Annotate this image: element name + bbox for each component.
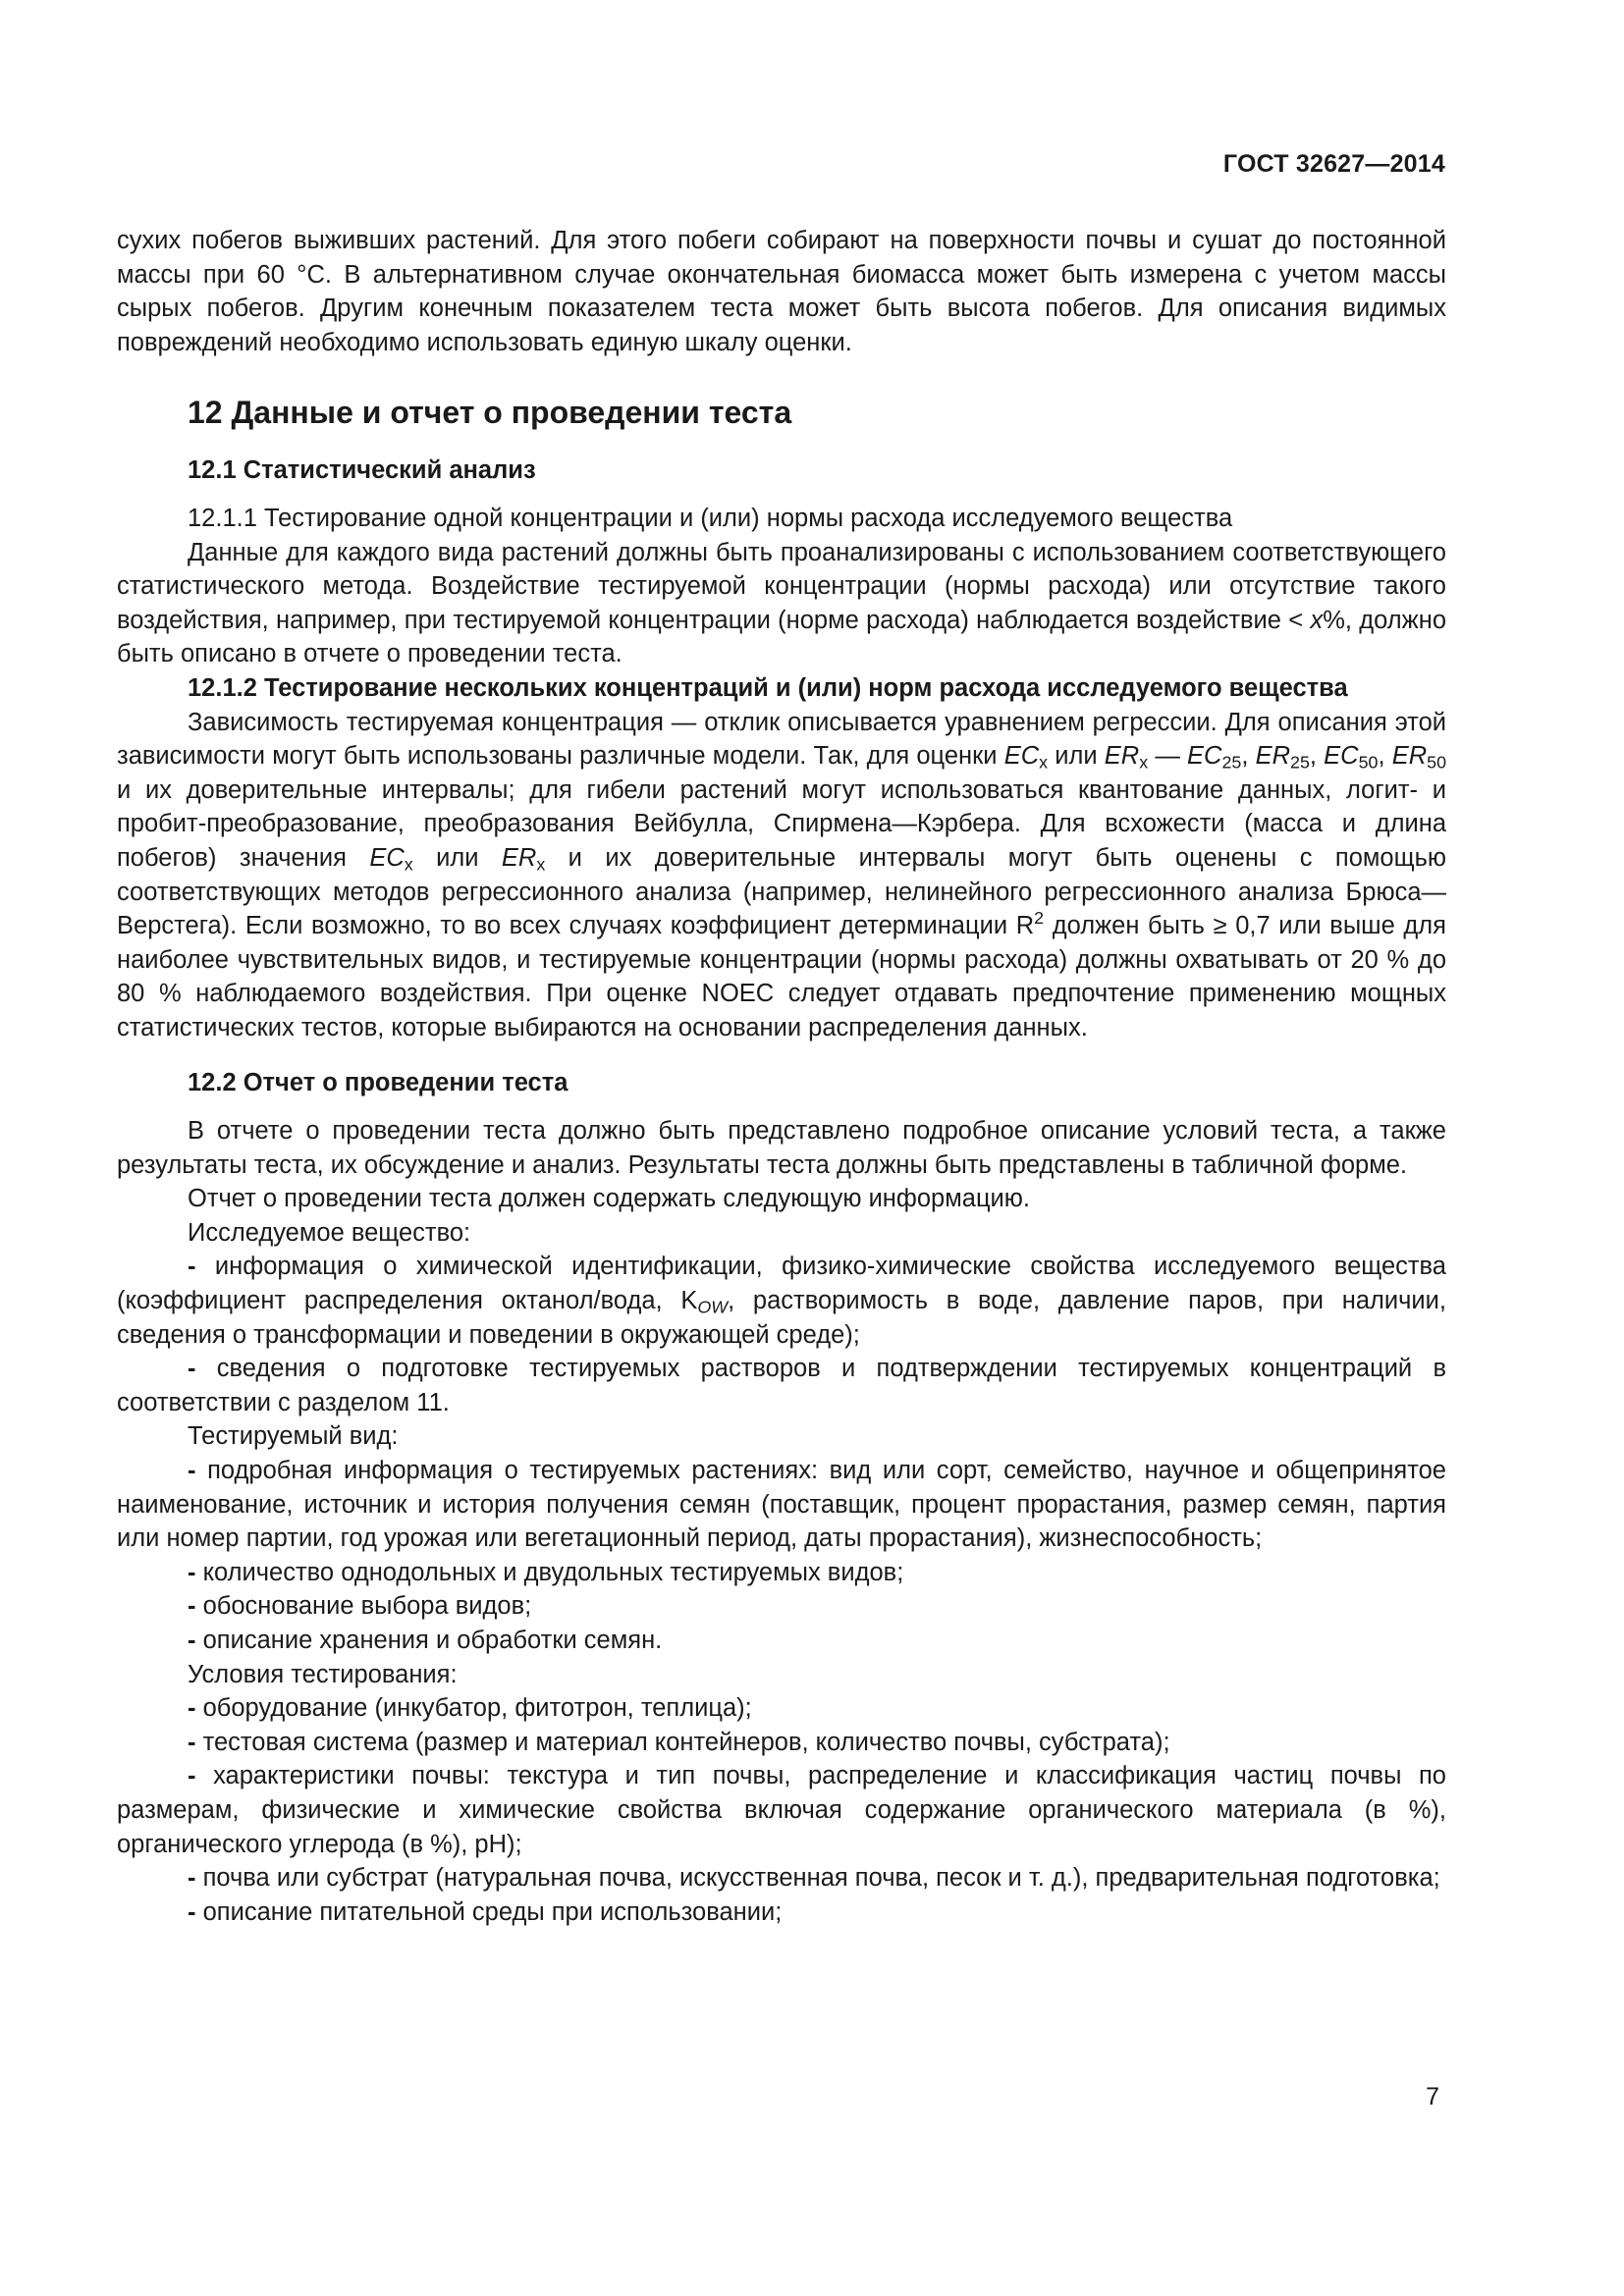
subheading-test-conditions: Условия тестирования: (188, 1660, 458, 1688)
symbol-er: ER (1391, 742, 1428, 771)
dash-marker: - (188, 1762, 196, 1790)
list-item (117, 1896, 1446, 1930)
dash-marker: - (188, 1694, 196, 1723)
text-run: обоснование выбора видов; (195, 1592, 532, 1621)
clause-12-1-1-text (117, 536, 1446, 671)
section-12-heading: 12 Данные и отчет о проведении теста (188, 395, 792, 431)
dash-marker: - (188, 1253, 196, 1281)
symbol-ec: EC (369, 843, 405, 872)
report-paragraph-2: Отчет о проведении теста должен содержать следующую информацию. (188, 1185, 1031, 1213)
list-item (117, 1352, 1446, 1419)
subheading-test-species: Тестируемый вид: (188, 1422, 399, 1451)
text-run: описание хранения и обработки семян. (195, 1626, 663, 1654)
subsection-12-2-heading: 12.2 Отчет о проведении теста (188, 1069, 568, 1097)
clause-12-1-2-heading: 12.1.2 Тестирование нескольких концентраций и (или) норм расхода исследуемого вещества (188, 673, 1348, 702)
document-id-header: ГОСТ 32627—2014 (1222, 150, 1445, 178)
text-run: подробная информация о тестируемых растениях: вид или сорт, семейство, научное и общепринятое наименование, источник и история получения семян (поставщик, процент прорастания, размер семян, партия или номер партии, год урожая или вегетационный период, даты прорастания), жизнеспособность; (117, 1457, 1446, 1553)
symbol-er: ER (501, 843, 537, 872)
text-run: тестовая система (размер и материал контейнеров, количество почвы, субстрата); (195, 1728, 1170, 1756)
text-run: Зависимость тестируемая концентрация — отклик описывается уравнением регрессии. Для описания этой зависимости могут быть использованы различные модели. Так, для оценки (117, 708, 1446, 771)
text-run: , растворимость в воде, давление паров, при наличии, сведения о трансформации и поведении в окружающей среде); (117, 1287, 1446, 1349)
subscript-ow (697, 1297, 728, 1316)
subscript: 50 (1427, 752, 1446, 773)
dash-marker: - (188, 1897, 196, 1926)
list-item (117, 1759, 1446, 1861)
text-run: , (1309, 742, 1325, 771)
text-run: или (1048, 742, 1105, 771)
dash-marker: - (188, 1592, 196, 1621)
text-run: и их доверительные интервалы; для гибели растений могут использоваться квантование данных, логит- и пробит-преобразование, преобразования Вейбулла, Спирмена—Кэрбера. Для всхожести (масса и длина побегов) значения (117, 775, 1446, 872)
subscript: x (1139, 752, 1149, 773)
text-run: информация о химической идентификации, физико-химические свойства исследуемого вещества (коэффициент распределения октанол/вода, K (117, 1253, 1446, 1315)
dash-marker: - (188, 1864, 196, 1893)
list-item (117, 1861, 1446, 1896)
symbol-er: ER (1104, 742, 1140, 771)
subscript-ow-text: OW (697, 1297, 729, 1317)
text-run: сведения о подготовке тестируемых растворов и подтверждении тестируемых концентраций в соответствии с разделом 11. (117, 1355, 1446, 1416)
list-item (117, 1250, 1446, 1352)
dash-marker: - (188, 1355, 196, 1383)
dash-marker: - (188, 1558, 196, 1586)
text-run: , (1241, 742, 1256, 771)
text-run: оборудование (инкубатор, фитотрон, теплица); (195, 1694, 752, 1723)
list-item (117, 1454, 1446, 1556)
subscript: 25 (1290, 752, 1310, 773)
subscript: x (536, 854, 546, 875)
document-body (117, 224, 1446, 1929)
intro-paragraph: сухих побегов выживших растений. Для этого побеги собирают на поверхности почвы и сушат до постоянной массы при 60 °С. В альтернативном случае окончательная биомасса может быть измерена с учетом массы сырых побегов. Другим конечным показателем теста может быть высота побегов. Для описания видимых повреждений необходимо использовать единую шкалу оценки. (117, 227, 1446, 356)
symbol-ec: EC (1324, 742, 1359, 771)
text-run: , (1378, 742, 1392, 771)
list-item (117, 1624, 1446, 1658)
subscript: x (404, 854, 413, 875)
text-run: или (412, 843, 502, 872)
symbol-er: ER (1255, 742, 1291, 771)
list-item (117, 1726, 1446, 1760)
text-run: описание питательной среды при использовании; (195, 1897, 783, 1926)
symbol-ec: EC (1003, 742, 1040, 771)
superscript: 2 (1034, 908, 1045, 929)
text-run: — (1148, 742, 1180, 771)
text-run: Данные для каждого вида растений должны быть проанализированы с использованием соответствующего статистического метода. Воздействие тестируемой концентрации (нормы расхода) или отсутствие такого воздействия, например, при тестируемой концентрации (норме расхода) наблюдается воздействие < (117, 538, 1446, 634)
subsection-12-1-heading: 12.1 Статистический анализ (188, 456, 536, 485)
text-run: %, должно быть описано в отчете о проведении теста. (117, 606, 1447, 668)
text-run: характеристики почвы: текстура и тип почвы, распределение и классификация частиц почвы по размерам, физические и химические свойства включая содержание органического материала (в %), органического углерода (в %), pH); (117, 1762, 1446, 1858)
list-item (117, 1589, 1446, 1624)
subscript: x (1039, 752, 1049, 773)
clause-12-1-1: 12.1.1 Тестирование одной концентрации и (или) нормы расхода исследуемого вещества (188, 504, 1233, 532)
page-number: 7 (1426, 2083, 1439, 2110)
text-run: почва или субстрат (натуральная почва, искусственная почва, песок и т. д.), предварительная подготовка; (195, 1864, 1440, 1893)
dash-marker: - (188, 1626, 196, 1654)
subscript: 25 (1221, 752, 1242, 773)
text-run: и их доверительные интервалы могут быть оценены с помощью соответствующих методов регрессионного анализа (например, нелинейного регрессионного анализа Брюса—Верстега). Если возможно, то во всех случаях коэффициент детерминации R (117, 843, 1446, 940)
subheading-test-substance: Исследуемое вещество: (188, 1218, 471, 1247)
list-item (117, 1556, 1446, 1590)
symbol-ec: EC (1187, 742, 1222, 771)
list-item (117, 1691, 1446, 1726)
dash-marker: - (188, 1728, 196, 1756)
report-paragraph-1: В отчете о проведении теста должно быть представлено подробное описание условий теста, а также результаты теста, их обсуждение и анализ. Результаты теста должны быть представлены в табличной форме. (117, 1117, 1446, 1179)
italic-x: x (1310, 606, 1324, 634)
dash-marker: - (188, 1457, 196, 1484)
text-run: должен быть ≥ 0,7 или выше для наиболее чувствительных видов, и тестируемые концентрации (нормы расхода) должны охватывать от 20 % до 80 % наблюдаемого воздействия. При оценке NOEC следует отдавать предпочтение применению мощных статистических тестов, которые выбираются на основании распределения данных. (117, 912, 1446, 1041)
text-run: количество однодольных и двудольных тестируемых видов; (195, 1558, 904, 1586)
subscript: 50 (1358, 752, 1379, 773)
clause-12-1-2-text (117, 706, 1446, 1045)
